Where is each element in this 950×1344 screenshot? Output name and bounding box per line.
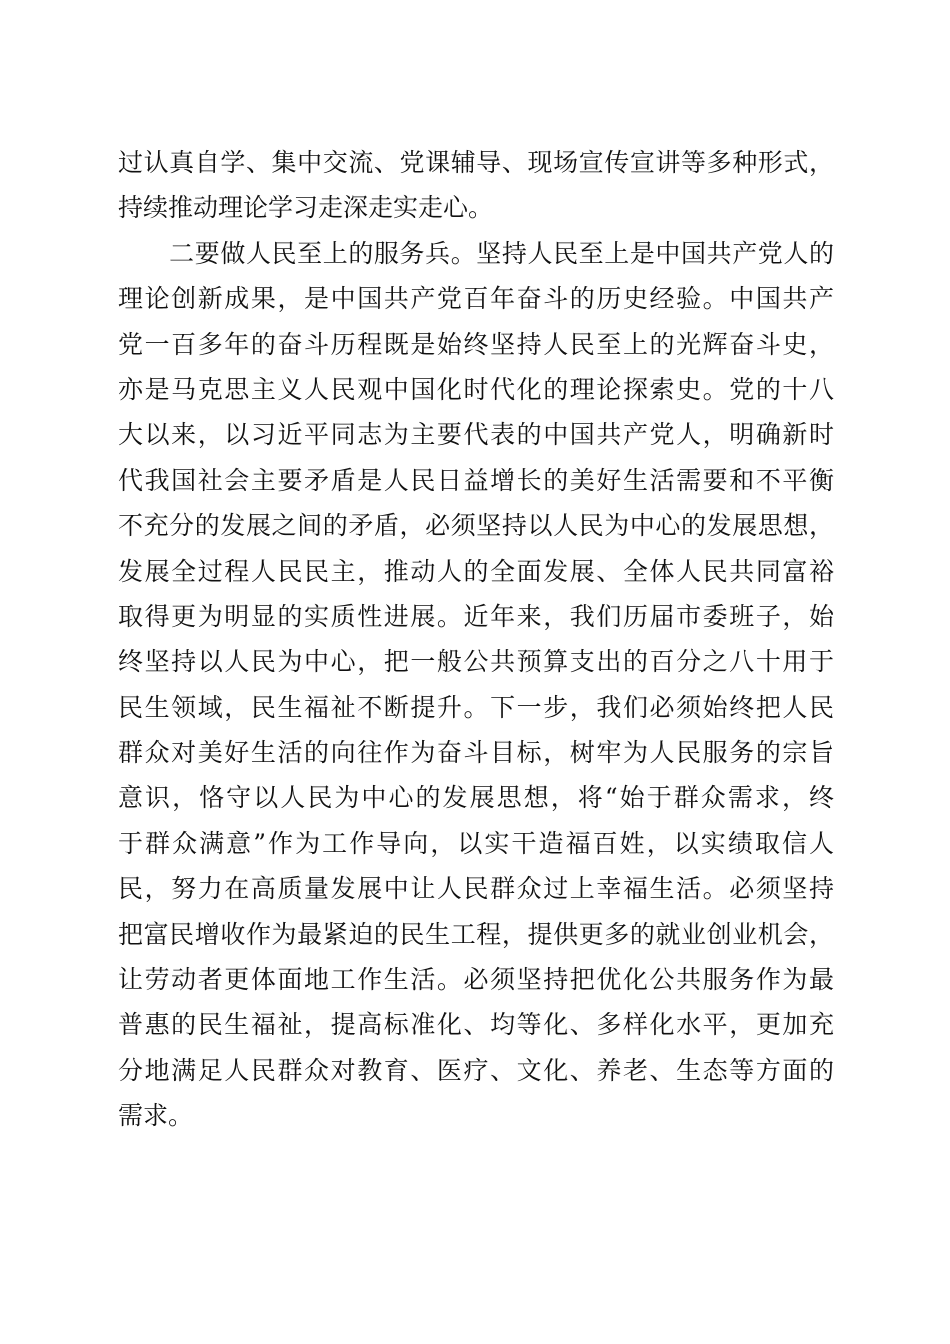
text-line: 让劳动者更体面地工作生活。必须坚持把优化公共服务作为最 (118, 965, 834, 995)
body-text (118, 140, 834, 1139)
text-line: 意识，恪守以人民为中心的发展思想，将“始于群众需求，终 (118, 783, 834, 813)
paragraph-first-line: 二要做人民至上的服务兵。坚持人民至上是中国共产党人的 (118, 238, 834, 268)
text-line: 亦是马克思主义人民观中国化时代化的理论探索史。党的十八 (118, 374, 834, 404)
text-line: 发展全过程人民民主，推动人的全面发展、全体人民共同富裕 (118, 556, 834, 586)
text-line: 分地满足人民群众对教育、医疗、文化、养老、生态等方面的 (118, 1055, 834, 1085)
text-line: 持续推动理论学习走深走实走心。 (118, 193, 494, 223)
text-line: 群众对美好生活的向往作为奋斗目标，树牢为人民服务的宗旨 (118, 738, 834, 768)
text-line: 理论创新成果，是中国共产党百年奋斗的历史经验。中国共产 (118, 284, 834, 314)
text-line: 民生领域，民生福祉不断提升。下一步，我们必须始终把人民 (118, 692, 834, 722)
text-line: 需求。 (118, 1101, 194, 1131)
text-line: 把富民增收作为最紧迫的民生工程，提供更多的就业创业机会， (118, 919, 834, 949)
text-line: 代我国社会主要矛盾是人民日益增长的美好生活需要和不平衡 (118, 465, 834, 495)
text-line: 民，努力在高质量发展中让人民群众过上幸福生活。必须坚持 (118, 874, 834, 904)
text-line: 党一百多年的奋斗历程既是始终坚持人民至上的光辉奋斗史， (118, 329, 834, 359)
text-line: 取得更为明显的实质性进展。近年来，我们历届市委班子，始 (118, 601, 834, 631)
text-line: 终坚持以人民为中心，把一般公共预算支出的百分之八十用于 (118, 647, 834, 677)
text-line: 不充分的发展之间的矛盾，必须坚持以人民为中心的发展思想， (118, 511, 834, 541)
text-line: 大以来，以习近平同志为主要代表的中国共产党人，明确新时 (118, 420, 834, 450)
text-line: 过认真自学、集中交流、党课辅导、现场宣传宣讲等多种形式， (118, 148, 834, 177)
text-line: 普惠的民生福祉，提高标准化、均等化、多样化水平，更加充 (118, 1010, 834, 1040)
text-line: 于群众满意”作为工作导向，以实干造福百姓，以实绩取信人 (118, 828, 834, 858)
